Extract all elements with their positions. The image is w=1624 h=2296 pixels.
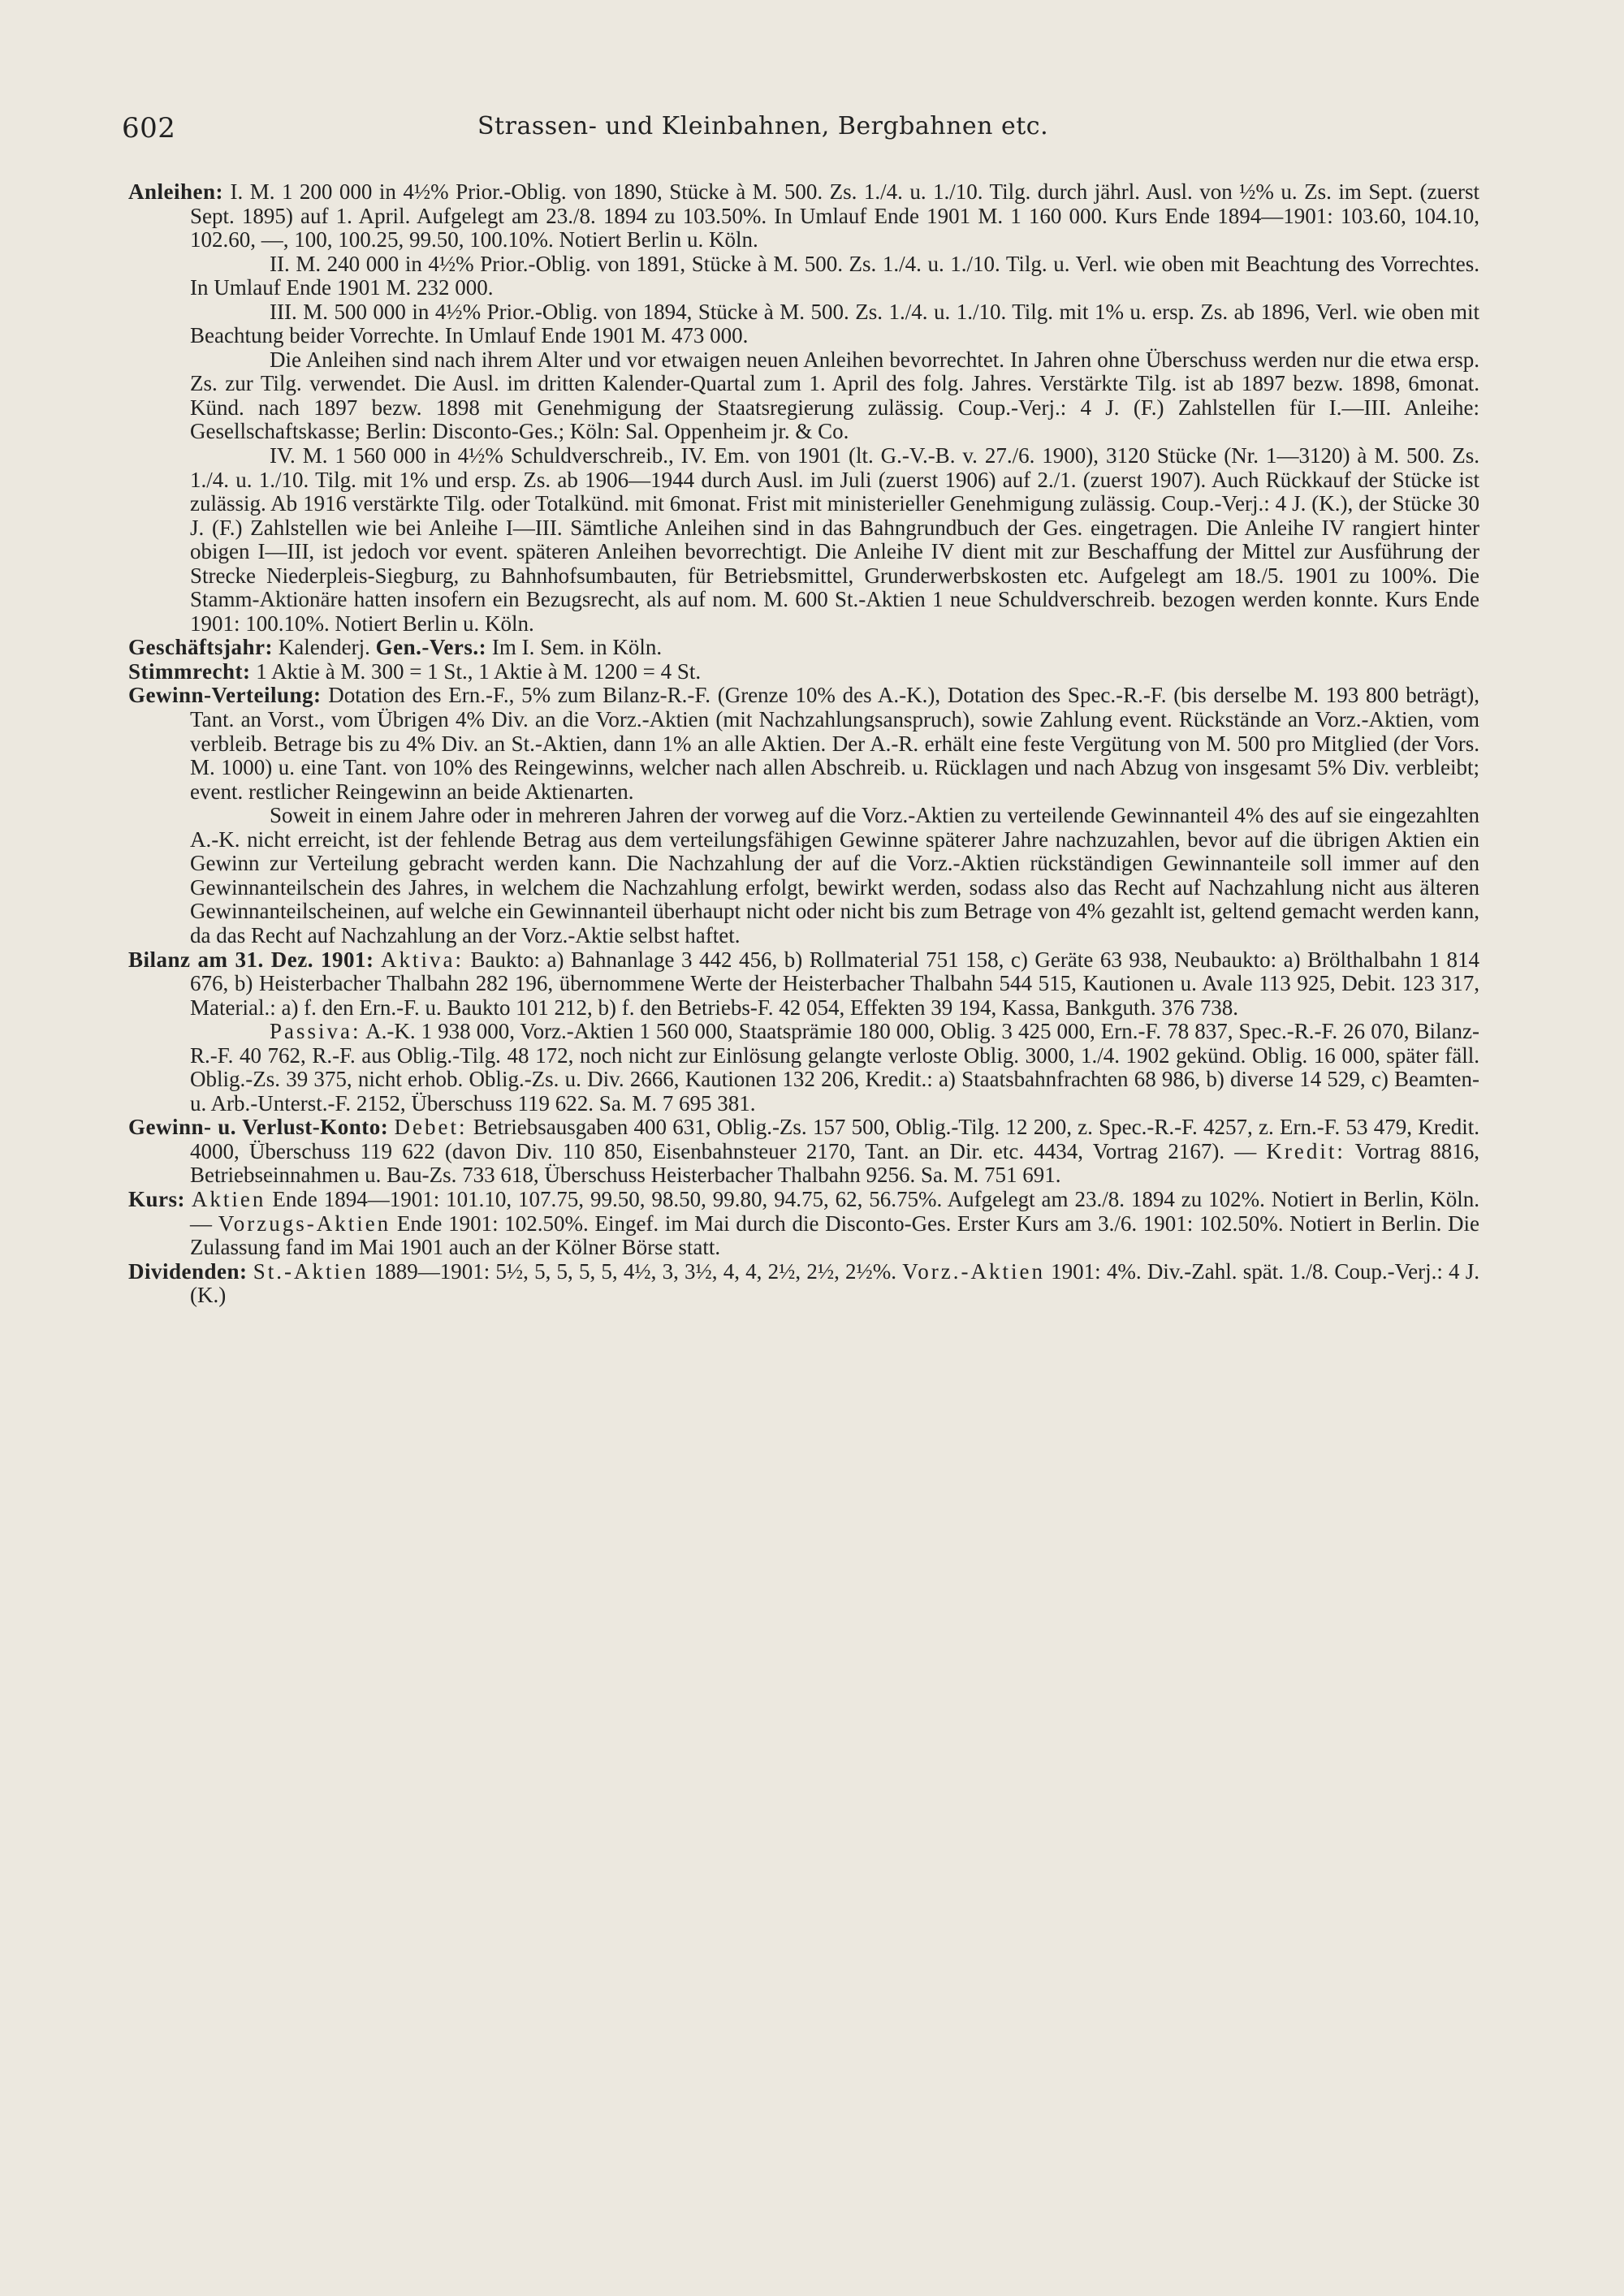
anleihen-para-3: III. M. 500 000 in 4½% Prior.-Oblig. von 1894, Stücke à M. 500. Zs. 1./4. u. 1./10. Tilg. mit 1% u. ersp. Zs. ab 1896, Verl. wie oben mit Beachtung beider Vorrechte. In Umlauf Ende 1901 M. 473 000. (190, 299, 1479, 348)
kurs-label: Kurs: (128, 1186, 185, 1211)
gen-vers-label: Gen.-Vers.: (375, 635, 487, 660)
anleihen-para-1 (128, 180, 1479, 252)
gewinn-verteilung-para-2: Soweit in einem Jahre oder in mehreren Jahren der vorweg auf die Vorz.-Aktien zu verteilende Gewinnanteil 4% des auf sie eingezahlten A.-K. nicht erreicht, ist der fehlende Betrag aus dem verteilungsfähigen Gewinne späterer Jahre nachzuzahlen, bevor auf die übrigen Aktien ein Gewinn zur Verteilung gebracht werden kann. Die Nachzahlung der auf die Vorz.-Aktien rückständigen Gewinnanteile soll immer auf den Gewinnanteilschein des Jahres, in welchem die Nachzahlung erfolgt, bewirkt werden, sodass also das Recht auf Nachzahlung nicht aus älteren Gewinnanteilscheinen, auf welche ein Gewinnanteil überhaupt nicht oder nicht bis zum Betrage von 4% gezahlt ist, geltend gemacht werden kann, da das Recht auf Nachzahlung an der Vorz.-Aktie selbst haftet. (190, 803, 1479, 947)
aktiva-label: Aktiva: (381, 947, 464, 972)
anleihen-para-2: II. M. 240 000 in 4½% Prior.-Oblig. von 1891, Stücke à M. 500. Zs. 1./4. u. 1./10. Tilg. u. Verl. wie oben mit Beachtung des Vorrechtes. In Umlauf Ende 1901 M. 232 000. (190, 251, 1479, 300)
gewinn-verlust-label: Gewinn- u. Verlust-Konto: (128, 1115, 389, 1140)
stimmrecht-para (128, 660, 1479, 684)
dividenden-vorz-label: Vorz.-Aktien (902, 1258, 1045, 1284)
debet-text: Betriebsausgaben 400 631, Oblig.-Zs. 157 500, Oblig.-Tilg. 12 200, z. Spec.-R.-F. 4257, z. Ern.-F. 53 479, Kredit. 4000, Überschuss 119 622 (davon Div. 110 850, Eisenbahnsteuer 2170, Tant. an Dir. etc. 4434, Vortrag 2167). — (190, 1115, 1479, 1163)
anleihen-para-4: Die Anleihen sind nach ihrem Alter und vor etwaigen neuen Anleihen bevorrechtet. In Jahren ohne Überschuss werden nur die etwa ersp. Zs. zur Tilg. verwendet. Die Ausl. im dritten Kalender-Quartal zum 1. April des folg. Jahres. Verstärkte Tilg. ist ab 1897 bezw. 1898, 6monat. Künd. nach 1897 bezw. 1898 mit Genehmigung der Staatsregierung zulässig. Coup.-Verj.: 4 J. (F.) Zahlstellen für I.—III. Anleihe: Gesellschaftskasse; Berlin: Disconto-Ges.; Köln: Sal. Oppenheim jr. & Co. (190, 347, 1479, 444)
passiva-label: Passiva: (270, 1019, 361, 1044)
dividenden-st-label: St.-Aktien (253, 1258, 369, 1284)
document-body (128, 180, 1479, 1308)
anleihen-label: Anleihen: (128, 179, 224, 204)
gen-vers-text: Im I. Sem. in Köln. (491, 635, 663, 660)
dividenden-text-2: 1901: 4%. Div.-Zahl. spät. 1./8. Coup.-Verj.: 4 J. (K.) (190, 1258, 1480, 1308)
dividenden-text-1: 1889—1901: 5½, 5, 5, 5, 5, 4½, 3, 3½, 4, 4, 2½, 2½, 2½%. (374, 1258, 897, 1284)
aktiva-text: Baukto: a) Bahnanlage 3 442 456, b) Rollmaterial 751 158, c) Geräte 63 938, Neubaukto: a) Brölthalbahn 1 814 676, b) Heisterbacher Thalbahn 282 196, übernommene Werte der Heisterbacher Thalbahn 544 515, Kautionen u. Avale 113 925, Debit. 123 317, Material.: a) f. den Ern.-F. u. Baukto 101 212, b) f. den Betriebs-F. 42 054, Effekten 39 194, Kassa, Bankguth. 376 738. (190, 947, 1480, 1020)
anleihen-text-1: I. M. 1 200 000 in 4½% Prior.-Oblig. von 1890, Stücke à M. 500. Zs. 1./4. u. 1./10. Tilg. durch jährl. Ausl. von ½% u. Zs. im Sept. (zuerst Sept. 1895) auf 1. April. Aufgelegt am 23./8. 1894 zu 103.50%. In Umlauf Ende 1901 M. 1 160 000. Kurs Ende 1894—1901: 103.60, 104.10, 102.60, —, 100, 100.25, 99.50, 100.10%. Notiert Berlin u. Köln. (190, 179, 1479, 252)
debet-label: Debet: (394, 1115, 468, 1140)
dividenden-para (128, 1260, 1479, 1308)
kurs-aktien-label: Aktien (191, 1186, 266, 1211)
gewinn-verteilung-text-1: Dotation des Ern.-F., 5% zum Bilanz-R.-F. (Grenze 10% des A.-K.), Dotation des Spec.-R.-F. (bis derselbe M. 193 800 beträgt), Tant. an Vorst., vom Übrigen 4% Div. an die Vorz.-Aktien (mit Nachzahlungsanspruch), sowie Zahlung event. Rückstände an Vorz.-Aktien, vom verbleib. Betrage bis zu 4% Div. an St.-Aktien, dann 1% an alle Aktien. Der A.-R. erhält eine feste Vergütung von M. 500 pro Mitglied (der Vors. M. 1000) u. eine Tant. von 10% des Reingewinns, welcher nach allen Abschreib. u. Rücklagen und nach Abzug von insgesamt 5% Div. verbleibt; event. restlicher Reingewinn an beide Aktienarten. (190, 683, 1479, 804)
running-title: Strassen- und Kleinbahnen, Bergbahnen etc. (477, 112, 1049, 140)
kurs-text-1: Ende 1894—1901: 101.10, 107.75, 99.50, 98.50, 99.80, 94.75, 62, 56.75%. Aufgelegt am 23./8. 1894 zu 102%. Notiert in Berlin, Köln. — (190, 1186, 1480, 1236)
gewinn-verteilung-label: Gewinn-Verteilung: (128, 683, 322, 708)
kredit-text: Vortrag 8816, Betriebseinnahmen u. Bau-Zs. 733 618, Überschuss Heisterbacher Thalbahn 9256. Sa. M. 751 691. (190, 1138, 1479, 1188)
kurs-para (128, 1188, 1479, 1260)
bilanz-passiva-para (128, 1020, 1479, 1116)
gewinn-verteilung-para-1 (128, 684, 1479, 804)
page-number: 602 (122, 112, 176, 145)
stimmrecht-label: Stimmrecht: (128, 658, 251, 684)
kurs-vorzugs-label: Vorzugs-Aktien (218, 1211, 391, 1236)
kurs-text-2: Ende 1901: 102.50%. Eingef. im Mai durch die Disconto-Ges. Erster Kurs am 3./6. 1901: 102.50%. Notiert in Berlin. Die Zulassung fand im Mai 1901 auch an der Kölner Börse statt. (190, 1211, 1480, 1260)
geschaeftsjahr-para (128, 636, 1479, 660)
dividenden-label: Dividenden: (128, 1258, 248, 1284)
stimmrecht-text: 1 Aktie à M. 300 = 1 St., 1 Aktie à M. 1200 = 4 St. (256, 658, 702, 684)
geschaeftsjahr-text: Kalenderj. (278, 635, 370, 660)
bilanz-label: Bilanz am 31. Dez. 1901: (128, 947, 374, 972)
geschaeftsjahr-label: Geschäftsjahr: (128, 635, 273, 660)
kredit-label: Kredit: (1266, 1138, 1345, 1163)
gewinn-verlust-para (128, 1116, 1479, 1188)
bilanz-aktiva-para (128, 948, 1479, 1021)
anleihen-para-5: IV. M. 1 560 000 in 4½% Schuldverschreib., IV. Em. von 1901 (lt. G.-V.-B. v. 27./6. 1900), 3120 Stücke (Nr. 1—3120) à M. 500. Zs. 1./4. u. 1./10. Tilg. mit 1% und ersp. Zs. ab 1906—1944 durch Ausl. im Juli (zuerst 1906) auf 2./1. (zuerst 1907). Auch Rückkauf der Stücke ist zulässig. Ab 1916 verstärkte Tilg. oder Totalkünd. mit 6monat. Frist mit ministerieller Genehmigung zulässig. Coup.-Verj.: 4 J. (K.), der Stücke 30 J. (F.) Zahlstellen wie bei Anleihe I—III. Sämtliche Anleihen sind in das Bahngrundbuch der Ges. eingetragen. Die Anleihe IV rangiert hinter obigen I—III, ist jedoch vor event. späteren Anleihen bevorrechtigt. Die Anleihe IV dient mit zur Beschaffung der Mittel zur Ausführung der Strecke Niederpleis-Siegburg, zu Bahnhofsumbauten, für Betriebsmittel, Grunderwerbskosten etc. Aufgelegt am 18./5. 1901 zu 100%. Die Stamm-Aktionäre hatten insofern ein Bezugsrecht, als auf nom. M. 600 St.-Aktien 1 neue Schuldverschreib. bezogen werden konnte. Kurs Ende 1901: 100.10%. Notiert Berlin u. Köln. (190, 443, 1479, 636)
passiva-text: A.-K. 1 938 000, Vorz.-Aktien 1 560 000, Staatsprämie 180 000, Oblig. 3 425 000, Ern.-F. 78 837, Spec.-R.-F. 26 070, Bilanz-R.-F. 40 762, R.-F. aus Oblig.-Tilg. 48 172, noch nicht zur Einlösung gelangte verloste Oblig. 3000, 1./4. 1902 gekünd. Oblig. 16 000, später fäll. Oblig.-Zs. 39 375, nicht erhob. Oblig.-Zs. u. Div. 2666, Kautionen 132 206, Kredit.: a) Staatsbahnfrachten 68 986, b) diverse 14 529, c) Beamten- u. Arb.-Unterst.-F. 2152, Überschuss 119 622. Sa. M. 7 695 381. (190, 1019, 1480, 1116)
